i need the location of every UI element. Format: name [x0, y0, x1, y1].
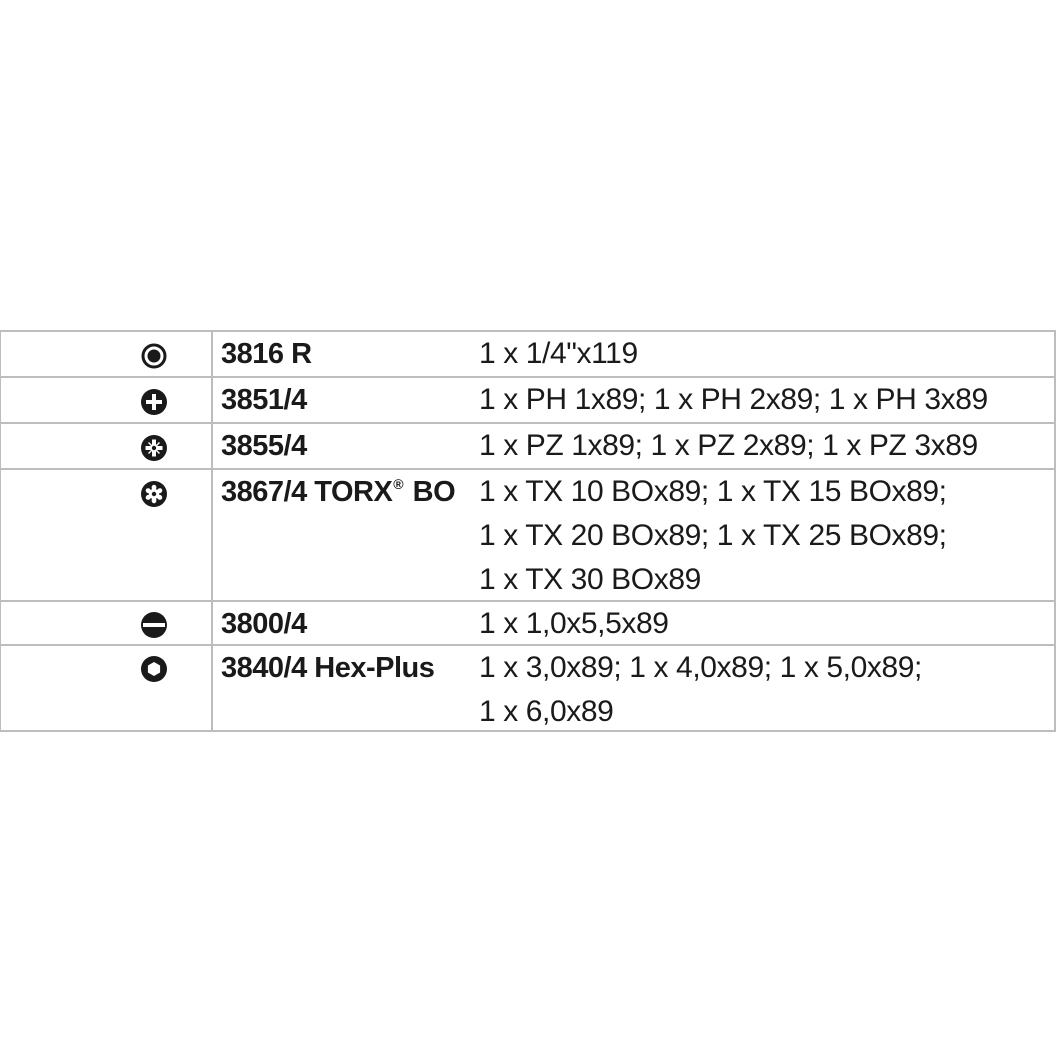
- description-line: 1 x TX 20 BOx89; 1 x TX 25 BOx89;: [479, 519, 947, 552]
- table-row: [1, 600, 1054, 644]
- product-description: [471, 378, 1054, 422]
- description-line: 1 x PH 1x89; 1 x PH 2x89; 1 x PH 3x89: [479, 383, 988, 416]
- description-line: 1 x TX 30 BOx89: [479, 563, 701, 596]
- icon-cell: [1, 424, 213, 468]
- description-line: 1 x PZ 1x89; 1 x PZ 2x89; 1 x PZ 3x89: [479, 429, 978, 462]
- product-description: [471, 470, 1054, 600]
- table-row: [1, 332, 1054, 376]
- product-description: [471, 602, 1054, 644]
- icon-cell: [1, 378, 213, 422]
- table-row: [1, 644, 1054, 730]
- product-code: 3800/4: [221, 608, 307, 640]
- description-line: 1 x 1/4"x119: [479, 337, 638, 370]
- icon-cell: [1, 332, 213, 376]
- product-code: 3851/4: [221, 384, 307, 416]
- icon-cell: [1, 602, 213, 644]
- hex-icon: [140, 655, 168, 683]
- product-code: 3867/4 TORX® BO: [221, 476, 456, 508]
- slotted-icon: [140, 611, 168, 639]
- icon-cell: [1, 470, 213, 600]
- description-line: 1 x 1,0x5,5x89: [479, 607, 669, 640]
- icon-cell: [1, 646, 213, 730]
- phillips-icon: [140, 388, 168, 416]
- description-line: 1 x 3,0x89; 1 x 4,0x89; 1 x 5,0x89;: [479, 651, 922, 684]
- product-table: [0, 330, 1056, 732]
- product-code: 3840/4 Hex-Plus: [221, 652, 435, 684]
- product-code: 3855/4: [221, 430, 307, 462]
- table-row: [1, 468, 1054, 600]
- product-description: [471, 646, 1054, 730]
- pozidriv-icon: [140, 434, 168, 462]
- product-code: 3816 R: [221, 338, 312, 370]
- description-line: 1 x 6,0x89: [479, 695, 614, 728]
- hex-socket-round-icon: [140, 342, 168, 370]
- torx-icon: [140, 480, 168, 508]
- registered-mark: ®: [393, 476, 404, 492]
- table-row: [1, 376, 1054, 422]
- product-description: [471, 332, 1054, 376]
- product-description: [471, 424, 1054, 468]
- description-line: 1 x TX 10 BOx89; 1 x TX 15 BOx89;: [479, 475, 947, 508]
- table-row: [1, 422, 1054, 468]
